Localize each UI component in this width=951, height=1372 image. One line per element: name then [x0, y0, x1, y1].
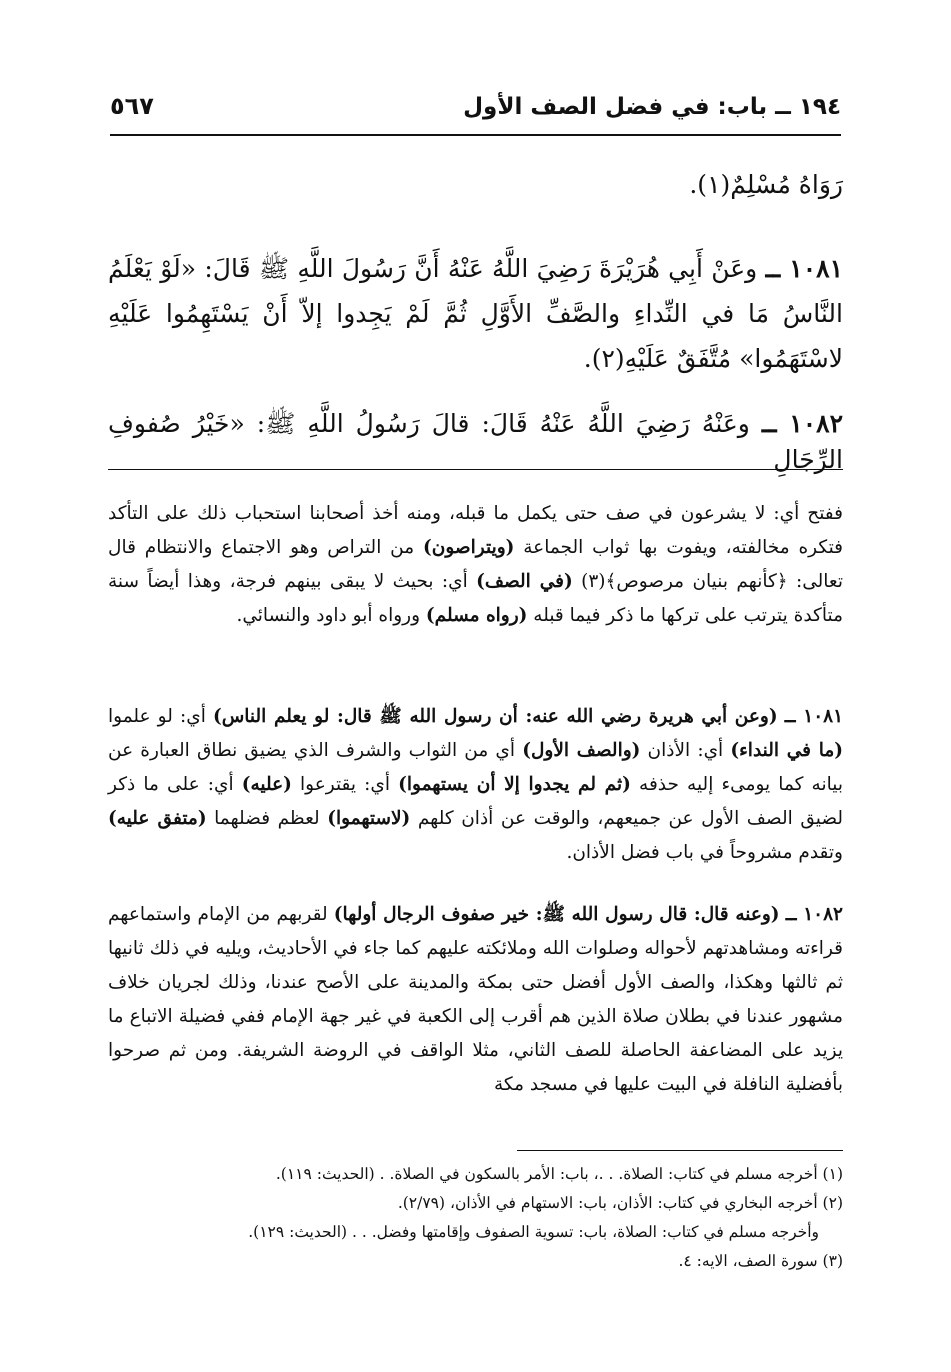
- commentary-lemma: (في الصف): [476, 571, 573, 592]
- page-number: ٥٦٧: [110, 92, 154, 120]
- footnote-3: (٣) سورة الصف، الايه: ٤.: [678, 1252, 843, 1270]
- matn-hadith-1082: [108, 408, 843, 474]
- commentary-text: وتقدم مشروحاً في باب فضل الأذان.: [566, 842, 843, 863]
- footnote-divider: [517, 1150, 843, 1151]
- hadith-number: ١٠٨٢ ــ: [785, 904, 843, 925]
- commentary-lemma: (متفق عليه): [108, 808, 207, 829]
- hadith-number: ١٠٨١ ــ: [784, 706, 844, 727]
- commentary-text: أي: بحيث لا يبقى بينهم فرجة، وهذا أيضاً سنة متأكدة يترتب على تركها ما ذكر فيما قبله: [108, 571, 843, 626]
- commentary-lemma: (ثم لم يجدوا إلا أن يستهموا): [398, 774, 631, 795]
- commentary-text: لقربهم من الإمام واستماعهم قراءته ومشاهدتهم لأحواله وصلوات الله وملائكته عليهم كما جاء في الأحاديث، ويليه في ذلك ثانيها ثم ثالثها وهكذا، والصف الأول أفضل حتى بمكة والمدينة على الأصح عندنا، وذلك لجريان خلاف مشهور عندنا في بطلان صلاة الذين هم أقرب إلى الكعبة في غير جهة الإمام ففي فضيلة الاتباع ما يزيد على المضاعفة الحاصلة للصف الثاني، مثلا الواقف في الروضة الشريفة. ومن ثم صرحوا بأفضلية النافلة في البيت عليها في مسجد مكة: [108, 904, 843, 1095]
- matn-hadith-1081: [108, 246, 843, 381]
- running-title: ١٩٤ ــ باب: في فضل الصف الأول: [463, 94, 841, 120]
- commentary-text: أي: يقترعوا: [291, 774, 399, 795]
- page-header: [110, 92, 841, 136]
- commentary-text: أي: لو علموا: [108, 706, 213, 727]
- commentary-text: لعظم فضلهما: [206, 808, 328, 829]
- commentary-text: من التراص وهو الاجتماع والانتظام قال تعالى: ﴿كأنهم بنيان مرصوص﴾(٣): [108, 537, 843, 592]
- commentary-text: ورواه أبو داود والنسائي.: [236, 605, 426, 626]
- commentary-text: أي: على ما ذكر لضيق الصف الأول عن جميعهم، والوقت عن أذان كلهم: [108, 774, 844, 829]
- matn-paragraph-1: [108, 170, 843, 199]
- matn-text: وعَنْهُ رَضِيَ اللَّهُ عَنْهُ قَالَ: قالَ رَسُولُ اللَّهِ ﷺ: «خَيْرُ صُفوفِ الرِّجَالِ: [108, 409, 843, 474]
- matn-text: وعَنْ أَبِي هُرَيْرَةَ رَضِيَ اللَّهُ عَنْهُ أَنَّ رَسُولَ اللَّهِ ﷺ قَالَ: «لَوْ يَعْلَمُ النَّاسُ مَا في النِّداءِ والصَّفِّ الأَوَّلِ ثُمَّ لَمْ يَجِدوا إلاّ أَنْ يَسْتَهِمُوا عَلَيْهِ لاسْتَهَمُوا» مُتَّفَقٌ عَلَيْهِ(٢).: [108, 254, 843, 373]
- matn-text: رَوَاهُ مُسْلِمٌ(١).: [689, 170, 843, 199]
- commentary-lemma: (لاستهموا): [327, 808, 411, 829]
- footnote-2: (٢) أخرجه البخاري في كتاب: الأذان، باب: الاستهام في الأذان، (٢/٧٩).: [397, 1194, 843, 1212]
- commentary-lemma: (ما في النداء): [730, 740, 844, 761]
- commentary-lemma: (ويتراصون): [423, 537, 515, 558]
- footnotes: [108, 1160, 843, 1276]
- hadith-number: ١٠٨٢ ــ: [761, 409, 844, 438]
- commentary-text: أي: الأذان: [640, 740, 731, 761]
- commentary-lemma: (وعن أبي هريرة رضي الله عنه: أن رسول الله ﷺ قال: لو يعلم الناس): [212, 706, 778, 727]
- commentary-lemma: (رواه مسلم): [425, 605, 528, 626]
- commentary-hadith-1081: [108, 700, 843, 870]
- commentary-lemma: (وعنه قال: قال رسول الله ﷺ: خير صفوف الرجال أولها): [333, 904, 780, 925]
- commentary-text: أي من الثواب والشرف الذي يضيق نطاق العبارة عن بيانه كما يومىء إليه حذفه: [108, 740, 843, 795]
- commentary-paragraph-1: [108, 497, 843, 633]
- commentary-text: ففتح أي: لا يشرعون في صف حتى يكمل ما قبله، ومنه أخذ أصحابنا استحباب ذلك على التأكد فتكره مخالفته، ويفوت بها ثواب الجماعة: [108, 503, 843, 558]
- footnote-2-continuation: وأخرجه مسلم في كتاب: الصلاة، باب: تسوية الصفوف وإقامتها وفضل. . . (الحديث: ١٢٩).: [248, 1223, 819, 1241]
- hadith-number: ١٠٨١ ــ: [765, 254, 843, 283]
- commentary-lemma: (عليه): [241, 774, 292, 795]
- commentary-lemma: (والصف الأول): [522, 740, 641, 761]
- section-divider: [108, 469, 843, 470]
- commentary-hadith-1082: [108, 898, 843, 1102]
- footnote-1: (١) أخرجه مسلم في كتاب: الصلاة. . .، باب: الأمر بالسكون في الصلاة. . (الحديث: ١١٩).: [275, 1165, 843, 1183]
